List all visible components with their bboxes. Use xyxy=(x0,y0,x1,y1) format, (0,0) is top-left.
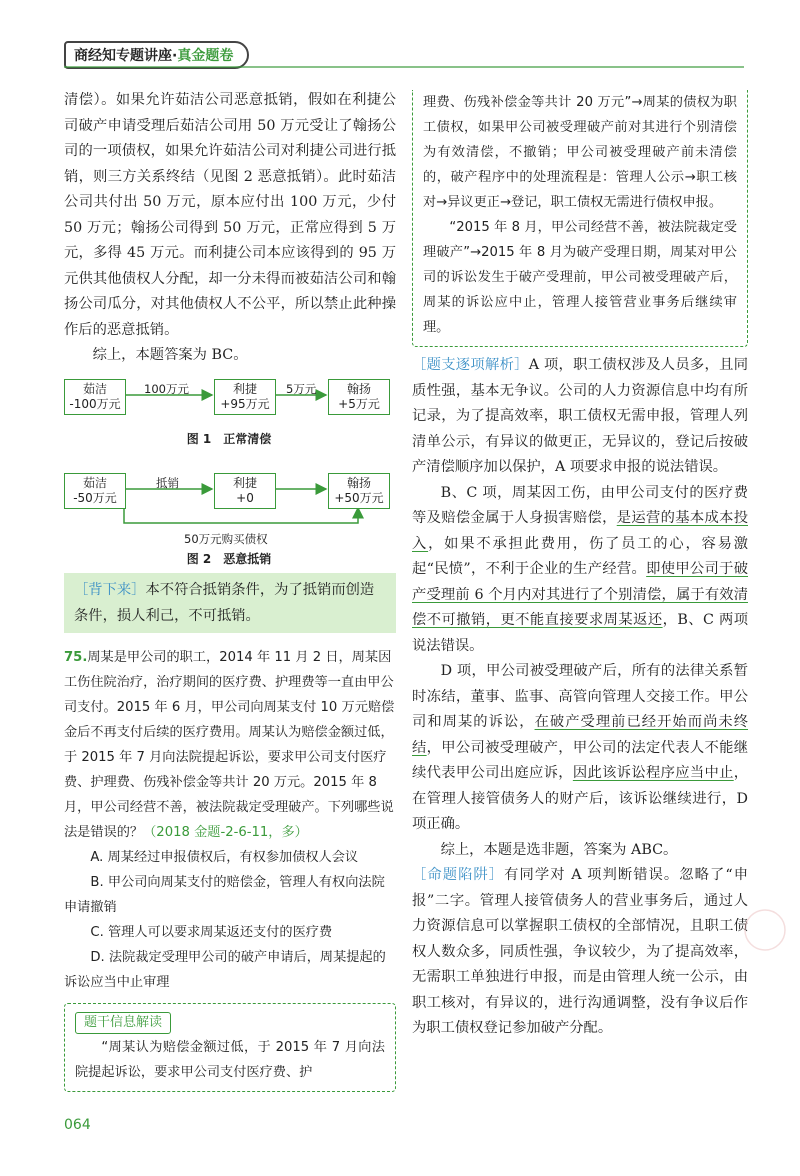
question-number: 75. xyxy=(64,649,88,665)
analysis-a: ［题支逐项解析］A 项，职工债权涉及人员多，且同质性强，基本无争议。公司的人力资源信息中均有所记录，为了提高效率，职工债权无需申报，管理人列清单公示，有异议的做更正，无异议的，登记后按破产清偿顺序加以保护，A 项要求申报的说法错误。 xyxy=(412,357,749,475)
conclusion: 综上，本题是选非题，答案为 ABC。 xyxy=(440,841,678,858)
page-number: 064 xyxy=(64,1117,91,1133)
remember-tag: ［背下来］ xyxy=(74,581,146,598)
question xyxy=(64,645,396,845)
arrow-label: 100万元 xyxy=(144,381,189,396)
arrow-label: 5万元 xyxy=(286,381,317,396)
info-box-text: “周某认为赔偿金额过低，于 2015 年 7 月向法院提起诉讼，要求甲公司支付医疗费、护 xyxy=(75,1039,385,1080)
option-c: C. 管理人可以要求周某返还支付的医疗费 xyxy=(90,924,333,940)
paragraph: 清偿）。如果允许茹洁公司恶意抵销，假如在利捷公司破产申请受理后茹洁公司用 50 万元受让了翰扬公司的一项债权，如果允许茹洁公司对利捷公司进行抵销，则三方关系终结（见图 2 恶意抵销）。此时茹洁公司共付出 50 万元，原本应付出 100 万元，少付 50 万元；翰扬公司得到 50 万元，正常应得到 5 万元，多得 45 万元。而利捷公司本应该得到的 95 万元供其他债权人分配，却一分未得而被茹洁公司和翰扬公司瓜分，对其他债权人不公平，所以禁止此种操作后的恶意抵销。 xyxy=(64,92,396,338)
trap-tag: ［命题陷阱］ xyxy=(412,867,505,883)
running-header xyxy=(64,42,249,68)
box-rujie: 茹洁 -100万元 xyxy=(64,379,126,415)
info-box-text: “2015 年 8 月，甲公司经营不善，被法院裁定受理破产”→2015 年 8 月为破产受理日期，周某对甲公司的诉讼发生于破产受理前，甲公司被受理破产后，周某的诉讼应中止，管理人接管营业事务后继续审理。 xyxy=(423,220,737,335)
answer-line: 综上，本题答案为 BC。 xyxy=(92,347,248,363)
arrow-label: 抵销 xyxy=(156,475,179,490)
figure-diagram xyxy=(64,375,396,565)
box-hanyang: 翰扬 +5万元 xyxy=(328,379,390,415)
header-title: 商经知专题讲座·真金题卷 xyxy=(64,41,249,69)
option-b: B. 甲公司向周某支付的赔偿金，管理人有权向法院申请撤销 xyxy=(64,874,385,915)
remember-callout xyxy=(64,573,396,633)
header-rule xyxy=(64,66,744,68)
analysis-tag: ［题支逐项解析］ xyxy=(412,357,529,373)
box-hanyang: 翰扬 +50万元 xyxy=(328,473,390,509)
trap-paragraph: ［命题陷阱］有同学对 A 项判断错误。忽略了“申报”二字。管理人接管债务人的营业事务后，通过人力资源信息可以掌握职工债权的全部情况，且职工债权人数众多，同质性强，争议较少，为了提高效率，无需职工单独进行申报，而是由管理人统一公示，由职工核对，有异议的，进行沟通调整，没有争议后作为职工债权登记参加破产分配。 xyxy=(412,867,748,1036)
question-text: 周某是甲公司的职工，2014 年 11 月 2 日，周某因工伤住院治疗，治疗期间的医疗费、护理费等一直由甲公司支付。2015 年 6 月，甲公司向周某支付 10 万元赔偿金后不再支付后续的医疗费用。周某认为赔偿金额过低，于 2015 年 7 月向法院提起诉讼，要求甲公司支付医疗费、护理费、伤残补偿金等共计 20 万元。2015 年 8 月，甲公司经营不善，被法院裁定受理破产。下列哪些说法是错误的？ xyxy=(64,649,395,840)
watermark-icon xyxy=(740,900,790,960)
box-lijie: 利捷 +95万元 xyxy=(214,379,276,415)
info-box-title: 题干信息解读 xyxy=(75,1012,171,1034)
option-d: D. 法院裁定受理甲公司的破产申请后，周某提起的诉讼应当中止审理 xyxy=(64,949,386,990)
box-rujie: 茹洁 -50万元 xyxy=(64,473,126,509)
info-box-continued xyxy=(412,90,748,347)
figure-caption: 图 1 正常清偿 xyxy=(186,431,272,446)
box-lijie: 利捷 +0 xyxy=(214,473,276,509)
info-box-text: 理费、伤残补偿金等共计 20 万元”→周某的债权为职工债权，如果甲公司被受理破产前对其进行个别清偿为有效清偿，不撤销；甲公司被受理破产前未清偿的，破产程序中的处理流程是：管理人公示→职工核对→异议更正→登记，职工债权无需进行债权申报。 xyxy=(423,95,737,210)
analysis-d: D 项，甲公司被受理破产后，所有的法律关系暂时冻结，董事、监事、高管向管理人交接工作。甲公司和周某的诉讼，在破产受理前已经开始而尚未终结，甲公司被受理破产，甲公司的法定代表人不能继续代表甲公司出庭应诉，因此该诉讼程序应当中止，在管理人接管债务人的财产后，该诉讼继续进行，D 项正确。 xyxy=(412,663,749,832)
option-a: A. 周某经过申报债权后，有权参加债权人会议 xyxy=(90,849,359,865)
left-column xyxy=(64,88,396,1092)
remember-text: 本不符合抵销条件，为了抵销而创造条件，损人利己，不可抵销。 xyxy=(74,581,375,624)
analysis-bc: B、C 项，周某因工伤，由甲公司支付的医疗费等及赔偿金属于人身损害赔偿，是运营的基本成本投入，如果不承担此费用，伤了员工的心，容易激起“民愤”，不利于企业的生产经营。即使甲公司于破产受理前 6 个月内对其进行了个别清偿，属于有效清偿不可撤销，更不能直接要求周某返还，B、C 两项说法错误。 xyxy=(412,484,749,654)
question-source: （2018 金题-2-6-11，多） xyxy=(143,824,308,840)
info-box xyxy=(64,1003,396,1092)
arrow-label: 50万元购买债权 xyxy=(184,531,268,546)
figure-caption: 图 2 恶意抵销 xyxy=(186,551,272,566)
right-column xyxy=(412,90,748,1042)
